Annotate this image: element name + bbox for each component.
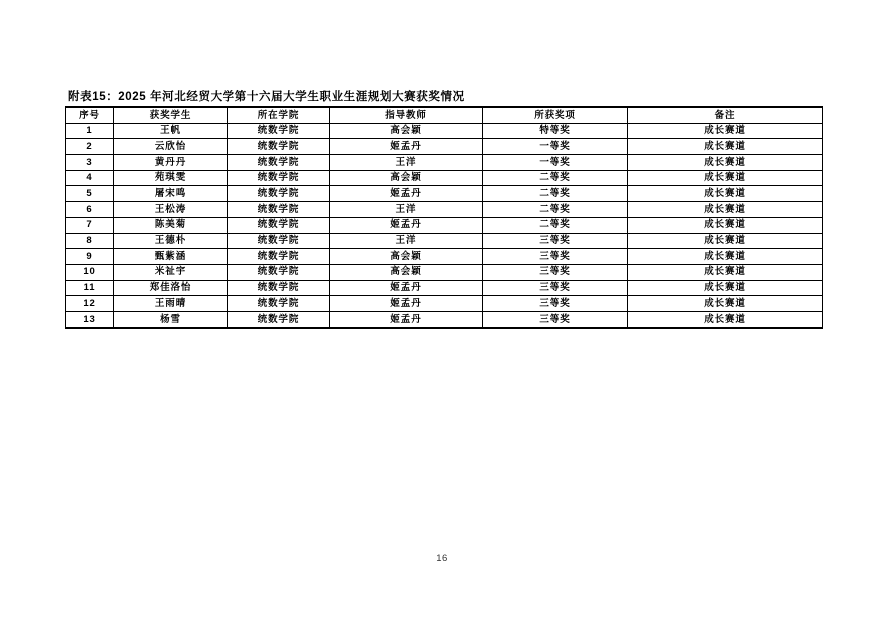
- table-cell: 苑琪雯: [114, 170, 228, 186]
- table-cell: 成长赛道: [628, 186, 823, 202]
- table-cell: 二等奖: [483, 170, 628, 186]
- table-cell: 二等奖: [483, 202, 628, 218]
- table-cell: 姬孟丹: [330, 311, 483, 327]
- table-header-cell: 获奖学生: [114, 107, 228, 123]
- table-cell: 姬孟丹: [330, 280, 483, 296]
- table-cell: 成长赛道: [628, 139, 823, 155]
- table-row: [66, 280, 823, 296]
- table-cell: 王松涛: [114, 202, 228, 218]
- table-cell: 特等奖: [483, 123, 628, 139]
- table-cell: 三等奖: [483, 280, 628, 296]
- table-cell: 高会颖: [330, 170, 483, 186]
- table-cell: 王雨晴: [114, 296, 228, 312]
- table-header-cell: 序号: [66, 107, 114, 123]
- table-row: [66, 311, 823, 327]
- table-cell: 统数学院: [228, 155, 330, 171]
- table-header-row: [66, 107, 823, 123]
- table-body: [66, 123, 823, 327]
- table-cell: 米祉宇: [114, 264, 228, 280]
- table-cell: 统数学院: [228, 280, 330, 296]
- table-cell: 1: [66, 123, 114, 139]
- table-cell: 王洋: [330, 233, 483, 249]
- table-cell: 2: [66, 139, 114, 155]
- table-cell: 屠宋鸣: [114, 186, 228, 202]
- table-cell: 王帆: [114, 123, 228, 139]
- table-row: [66, 249, 823, 265]
- table-header-cell: 所在学院: [228, 107, 330, 123]
- table-caption: 附表15：2025 年河北经贸大学第十六届大学生职业生涯规划大赛获奖情况: [68, 91, 465, 103]
- table-cell: 高会颖: [330, 264, 483, 280]
- awards-table: [65, 106, 823, 329]
- table-cell: 6: [66, 202, 114, 218]
- table-header-cell: 所获奖项: [483, 107, 628, 123]
- table-cell: 统数学院: [228, 264, 330, 280]
- table-cell: 9: [66, 249, 114, 265]
- table-row: [66, 139, 823, 155]
- table-cell: 5: [66, 186, 114, 202]
- table-cell: 一等奖: [483, 139, 628, 155]
- table-cell: 统数学院: [228, 311, 330, 327]
- table-cell: 统数学院: [228, 170, 330, 186]
- table-cell: 三等奖: [483, 264, 628, 280]
- table-cell: 王洋: [330, 155, 483, 171]
- table-cell: 杨雪: [114, 311, 228, 327]
- table-head: [66, 107, 823, 123]
- table-cell: 陈美菊: [114, 217, 228, 233]
- table-cell: 王洋: [330, 202, 483, 218]
- table-header-cell: 备注: [628, 107, 823, 123]
- table-row: [66, 296, 823, 312]
- table-cell: 成长赛道: [628, 311, 823, 327]
- table-cell: 10: [66, 264, 114, 280]
- table-header-cell: 指导教师: [330, 107, 483, 123]
- table-cell: 黄丹丹: [114, 155, 228, 171]
- table-cell: 三等奖: [483, 233, 628, 249]
- table-cell: 成长赛道: [628, 233, 823, 249]
- table-cell: 成长赛道: [628, 217, 823, 233]
- table-cell: 成长赛道: [628, 264, 823, 280]
- page-number: 16: [436, 553, 448, 564]
- table-cell: 统数学院: [228, 202, 330, 218]
- table-cell: 高会颖: [330, 249, 483, 265]
- table-row: [66, 170, 823, 186]
- table-row: [66, 123, 823, 139]
- table-cell: 姬孟丹: [330, 186, 483, 202]
- table-cell: 成长赛道: [628, 280, 823, 296]
- table-cell: 成长赛道: [628, 155, 823, 171]
- table-row: [66, 202, 823, 218]
- table-cell: 统数学院: [228, 217, 330, 233]
- table-cell: 11: [66, 280, 114, 296]
- table-cell: 12: [66, 296, 114, 312]
- table-cell: 二等奖: [483, 186, 628, 202]
- table-cell: 成长赛道: [628, 202, 823, 218]
- table-cell: 4: [66, 170, 114, 186]
- table-cell: 姬孟丹: [330, 296, 483, 312]
- table-cell: 成长赛道: [628, 296, 823, 312]
- table-cell: 姬孟丹: [330, 217, 483, 233]
- table-cell: 成长赛道: [628, 123, 823, 139]
- table-cell: 统数学院: [228, 249, 330, 265]
- table-cell: 三等奖: [483, 249, 628, 265]
- table-cell: 成长赛道: [628, 249, 823, 265]
- table-cell: 一等奖: [483, 155, 628, 171]
- table-cell: 7: [66, 217, 114, 233]
- table-cell: 三等奖: [483, 296, 628, 312]
- table-row: [66, 155, 823, 171]
- table-row: [66, 217, 823, 233]
- table-cell: 统数学院: [228, 233, 330, 249]
- table-cell: 甄紫涵: [114, 249, 228, 265]
- table-cell: 3: [66, 155, 114, 171]
- table-cell: 三等奖: [483, 311, 628, 327]
- table-cell: 王德朴: [114, 233, 228, 249]
- table-cell: 统数学院: [228, 139, 330, 155]
- table-cell: 成长赛道: [628, 170, 823, 186]
- table-cell: 统数学院: [228, 186, 330, 202]
- table-row: [66, 264, 823, 280]
- table-cell: 13: [66, 311, 114, 327]
- table-cell: 二等奖: [483, 217, 628, 233]
- table-cell: 郑佳洛怡: [114, 280, 228, 296]
- table-cell: 云欣怡: [114, 139, 228, 155]
- table-cell: 统数学院: [228, 296, 330, 312]
- table-row: [66, 233, 823, 249]
- table-cell: 统数学院: [228, 123, 330, 139]
- table-cell: 姬孟丹: [330, 139, 483, 155]
- table-cell: 高会颖: [330, 123, 483, 139]
- table-cell: 8: [66, 233, 114, 249]
- table-row: [66, 186, 823, 202]
